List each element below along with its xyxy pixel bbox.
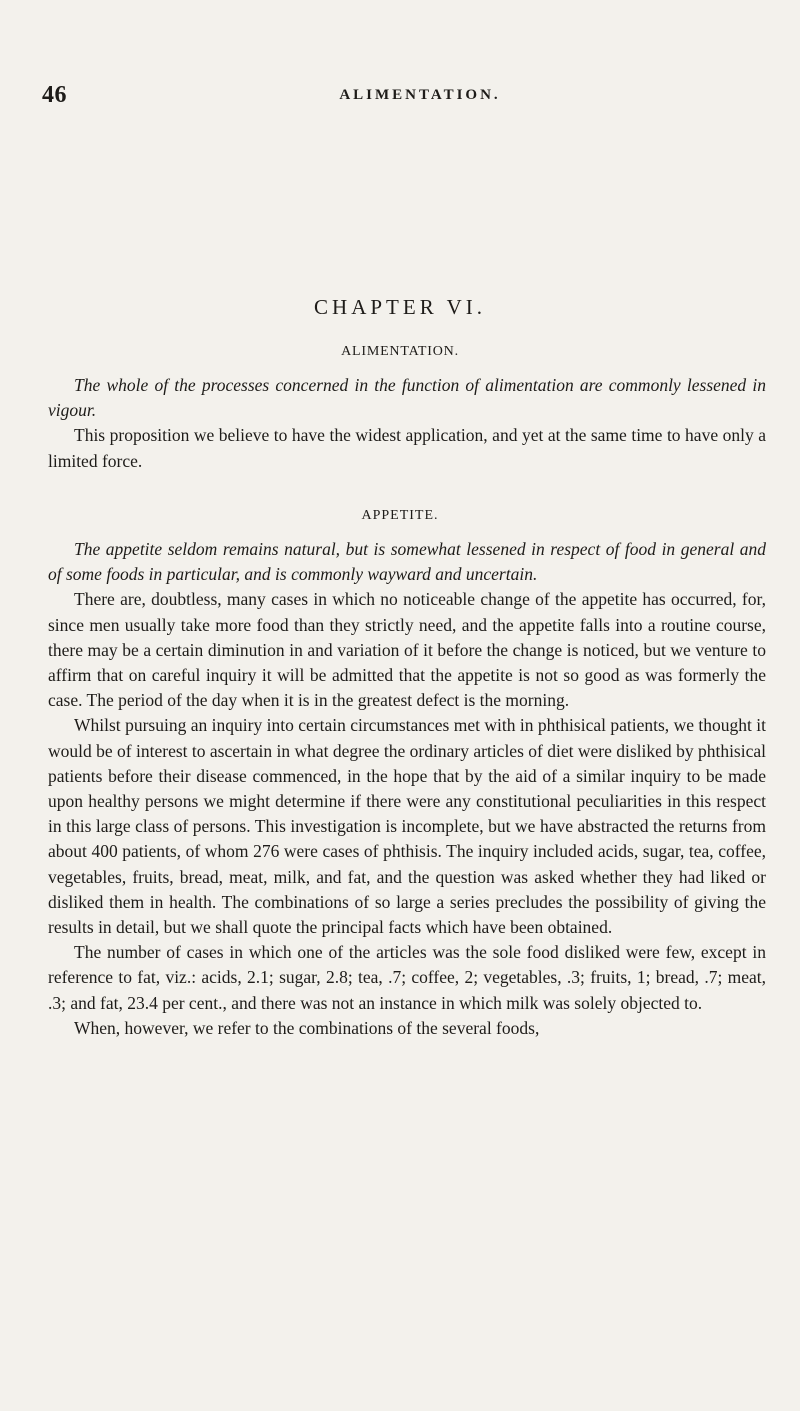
running-title: ALIMENTATION. [339, 87, 501, 103]
intro-paragraph: This proposition we believe to have the widest application, and yet at the same time to have only a limited force. [48, 425, 766, 471]
chapter-heading: CHAPTER VI. [314, 295, 486, 319]
intro-proposition: The whole of the processes concerned in the function of alimentation are commonly lessened in vigour. [48, 375, 766, 421]
body-paragraph: Whilst pursuing an inquiry into certain circumstances met with in phthisical patients, we thought it would be of interest to ascertain in what degree the ordinary articles of diet were disliked by phthisical patients before their disease commenced, in the hope that by the aid of a similar inquiry to be made upon healthy persons we might determine if there were any constitutional peculiarities in this respect in this large class of persons. This investigation is incomplete, but we have abstracted the returns from about 400 patients, of whom 276 were cases of phthisis. The inquiry included acids, sugar, tea, coffee, vegetables, fruits, bread, meat, milk, and fat, and the question was asked whether they had liked or disliked them in health. The combinations of so large a series precludes the possibility of giving the results in detail, but we shall quote the principal facts which have been obtained. [48, 715, 766, 938]
body-paragraph: There are, doubtless, many cases in which no noticeable change of the appetite has occurred, for, since men usually take more food than they strictly need, and the appetite falls into a routine course, there may be a certain diminution in and variation of it before the change is noticed, but we venture to affirm that on careful inquiry it will be admitted that the appetite is not so good as was formerly the case. The period of the day when it is in the greatest defect is the morning. [48, 589, 766, 711]
section-heading-appetite: APPETITE. [361, 508, 439, 523]
body-paragraph: When, however, we refer to the combinations of the several foods, [74, 1017, 540, 1038]
appetite-proposition: The appetite seldom remains natural, but is somewhat lessened in respect of food in general and of some foods in particular, and is commonly wayward and uncertain. [48, 539, 766, 585]
intro-block [48, 373, 766, 474]
appetite-block [48, 537, 766, 1041]
chapter-subtitle: ALIMENTATION. [341, 344, 459, 359]
page-number: 46 [42, 82, 67, 108]
running-head [42, 82, 758, 112]
body-paragraph: The number of cases in which one of the articles was the sole food disliked were few, except in reference to fat, viz.: acids, 2.1; sugar, 2.8; tea, .7; coffee, 2; vegetables, .3; fruits, 1; bread, .7; meat, .3; and fat, 23.4 per cent., and there was not an instance in which milk was solely objected to. [48, 942, 766, 1013]
